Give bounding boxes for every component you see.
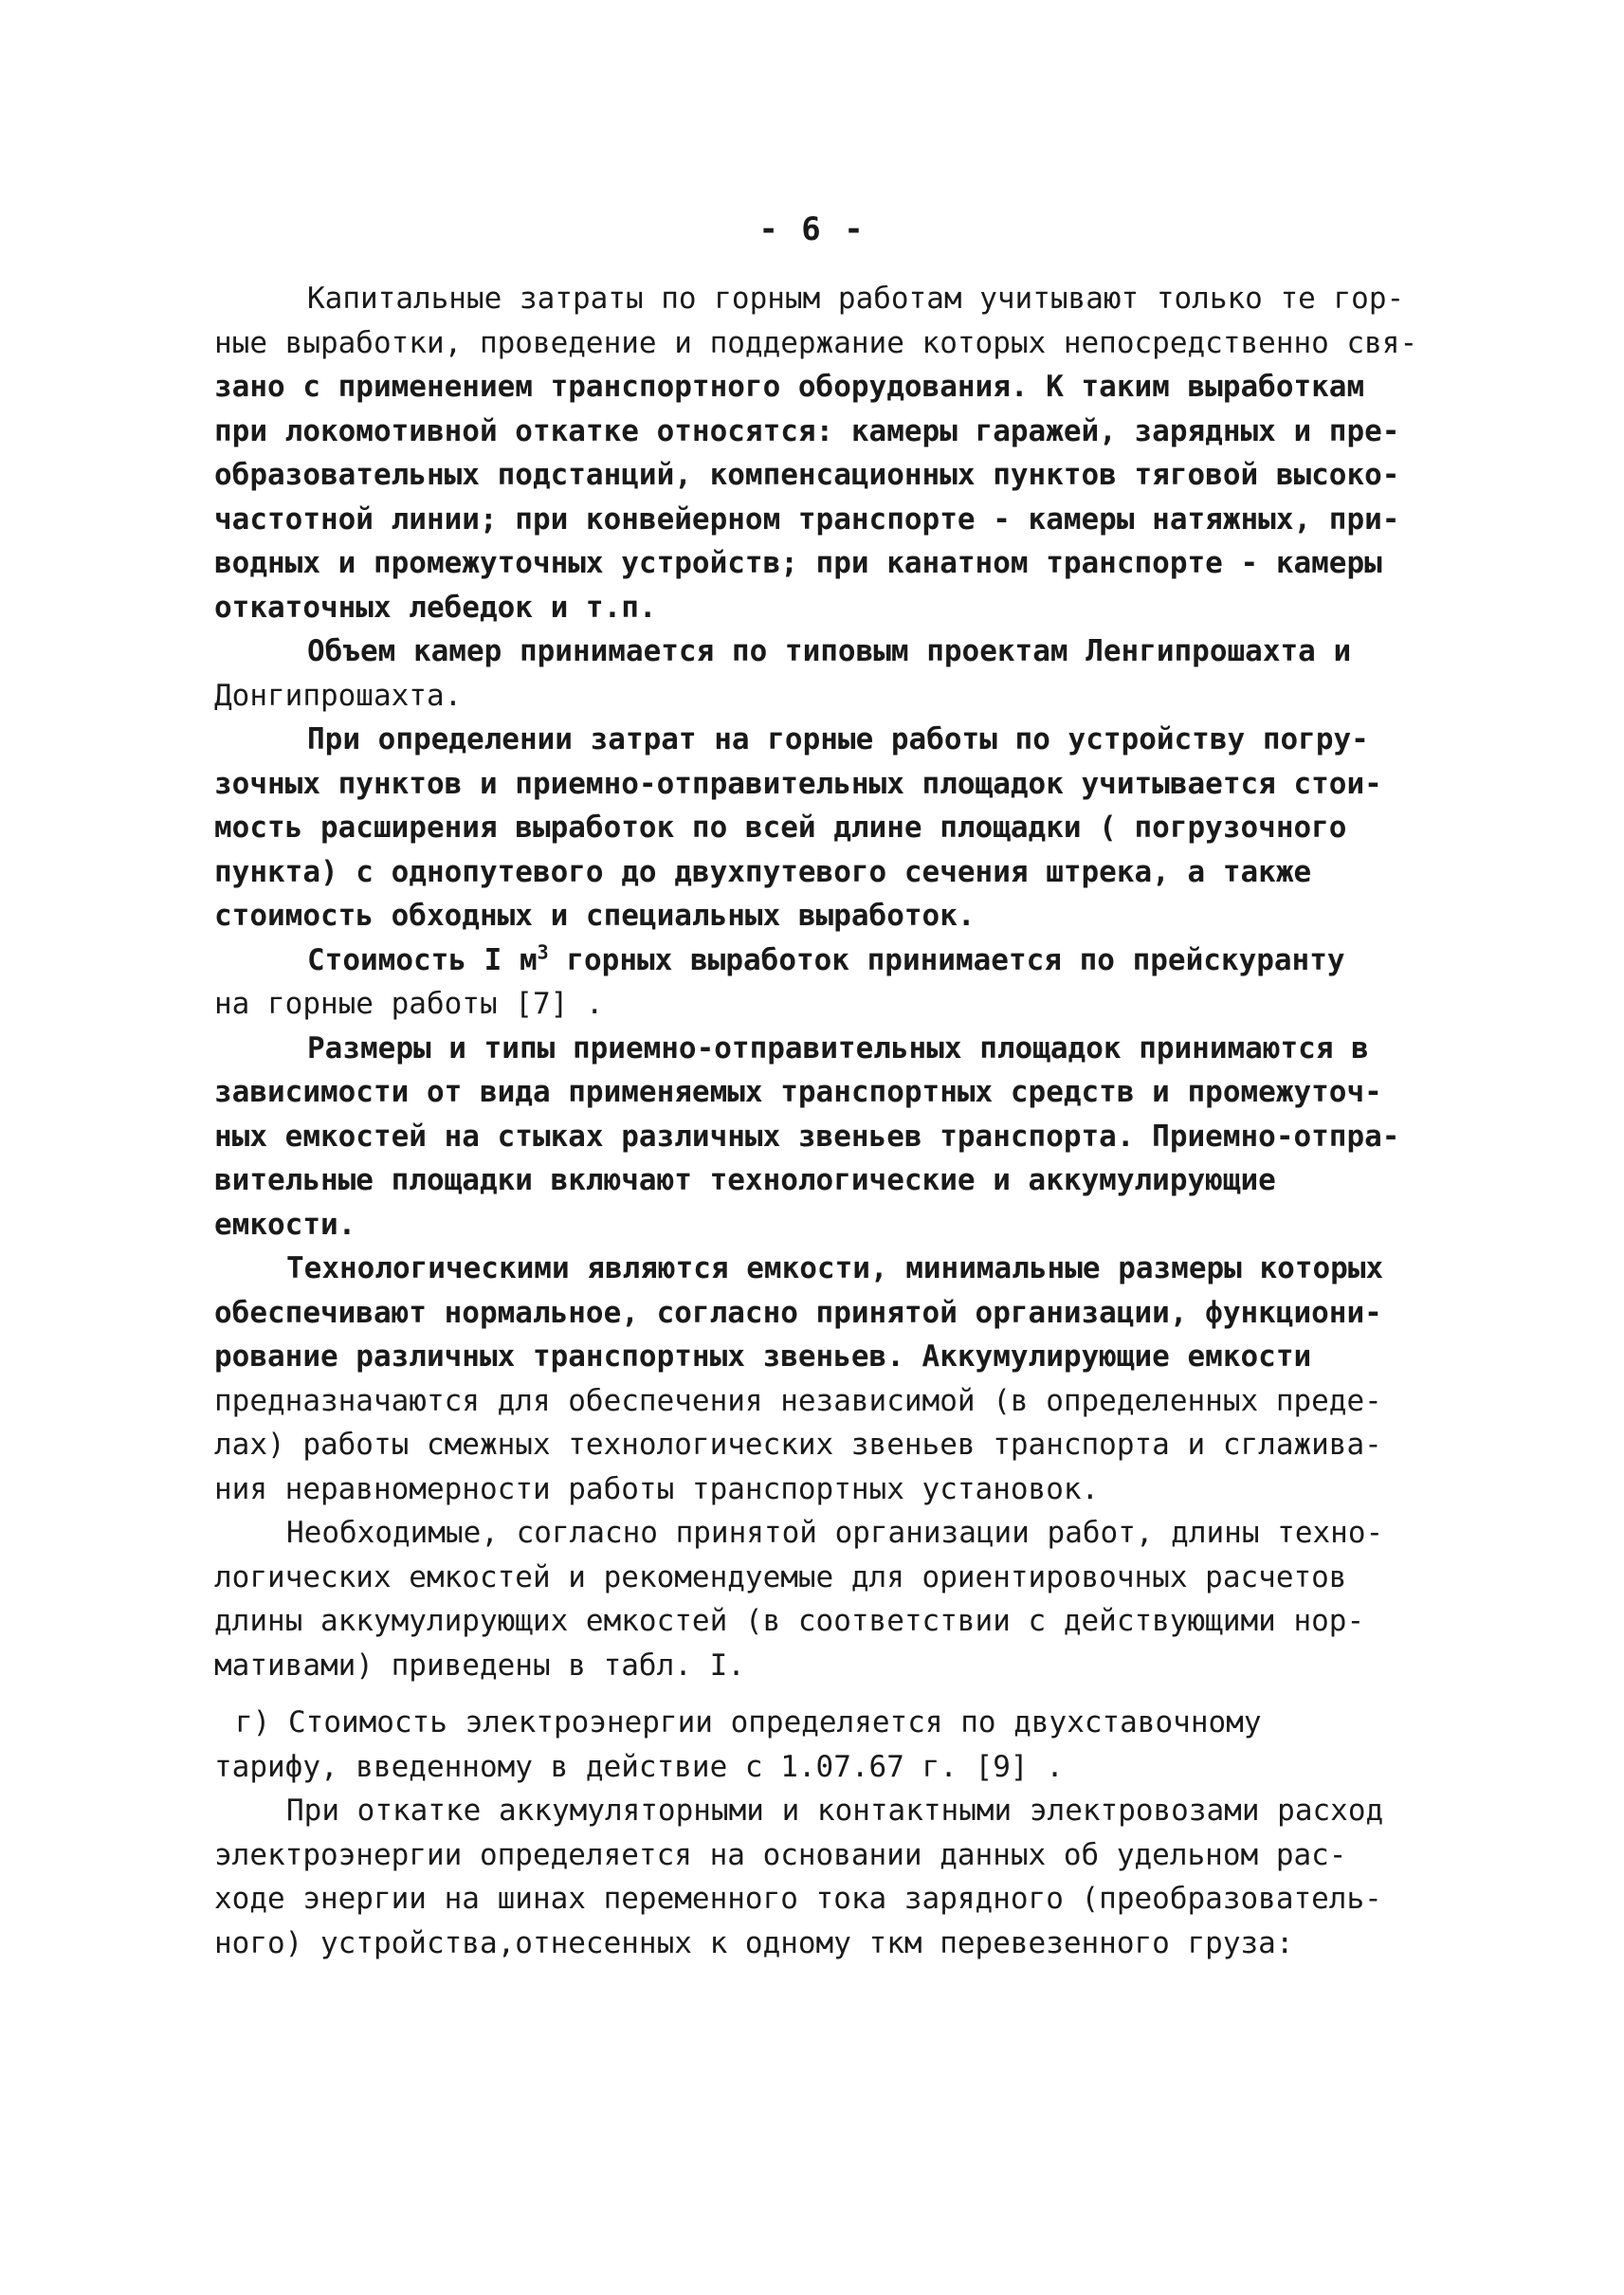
page-number: - 6 - xyxy=(758,210,866,248)
text-line: вительные площадки включают технологические и аккумулирующие xyxy=(214,1163,1276,1197)
text-line: ного) устройства,отнесенных к одному ткм перевезенного груза: xyxy=(214,1925,1294,1960)
text-line: длины аккумулирующих емкостей (в соответствии с действующими нор- xyxy=(214,1604,1365,1638)
text-line: ных емкостей на стыках различных звеньев транспорта. Приемно-отпра- xyxy=(214,1119,1400,1154)
text-line: Капитальные затраты по горным работам учитывают только те гор- xyxy=(307,282,1405,316)
text-line: при локомотивной откатке относятся: камеры гаражей, зарядных и пре- xyxy=(214,413,1400,448)
text-line: рование различных транспортных звеньев. Аккумулирующие емкости xyxy=(214,1339,1312,1374)
text-line: образовательных подстанций, компенсационных пунктов тяговой высоко- xyxy=(214,458,1400,492)
text-line xyxy=(214,938,1447,983)
text-line: ные выработки, проведение и поддержание которых непосредственно свя- xyxy=(214,325,1418,360)
text-line: Необходимые, согласно принятой организации работ, длины техно- xyxy=(286,1516,1384,1550)
text-line: пункта) с однопутевого до двухпутевого сечения штрека, а также xyxy=(214,854,1312,889)
text-line: водных и промежуточных устройств; при канатном транспорте - камеры xyxy=(214,546,1382,580)
text-line: При откатке аккумуляторными и контактными электровозами расход xyxy=(286,1794,1384,1828)
text-line: обеспечивают нормальное, согласно принятой организации, функциони- xyxy=(214,1295,1382,1330)
text-line: частотной линии; при конвейерном транспорте - камеры натяжных, при- xyxy=(214,501,1400,537)
superscript: 3 xyxy=(537,940,549,964)
text-line: емкости. xyxy=(214,1207,356,1242)
text-line: на горные работы [7] . xyxy=(214,987,604,1021)
text-line: Размеры и типы приемно-отправительных площадок принимаются в xyxy=(307,1030,1369,1066)
text-line: Донгипрошахта. xyxy=(214,678,463,713)
text-line: Объем камер принимается по типовым проектам Ленгипрошахта и xyxy=(307,634,1352,668)
body-text xyxy=(214,277,1447,1965)
text-line: При определении затрат на горные работы по устройству погру- xyxy=(307,722,1369,756)
text-line: откаточных лебедок и т.п. xyxy=(214,590,657,625)
text-line: стоимость обходных и специальных выработок. xyxy=(214,899,976,933)
text-line: предназначаются для обеспечения независимой (в определенных преде- xyxy=(214,1383,1382,1418)
text-line: зависимости от вида применяемых транспортных средств и промежуточ- xyxy=(214,1075,1382,1109)
text-line: мость расширения выработок по всей длине площадки ( погрузочного xyxy=(214,811,1347,845)
text-line: г) Стоимость электроэнергии определяется по двухставочному xyxy=(235,1705,1262,1739)
text-fragment: горных выработок принимается по прейскуранту xyxy=(548,942,1345,977)
paragraph-gap xyxy=(214,1687,1447,1701)
text-line: ния неравномерности работы транспортных установок. xyxy=(214,1471,1100,1506)
text-line: зочных пунктов и приемно-отправительных площадок учитывается стои- xyxy=(214,766,1382,801)
text-fragment: Стоимость I м xyxy=(307,942,538,977)
text-line: тарифу, введенному в действие с 1.07.67 г. [9] . xyxy=(214,1749,1064,1784)
text-line: Технологическими являются емкости, минимальные размеры которых xyxy=(286,1251,1384,1285)
text-line: логических емкостей и рекомендуемые для ориентировочных расчетов xyxy=(214,1559,1347,1594)
text-line: ходе энергии на шинах переменного тока зарядного (преобразователь- xyxy=(214,1882,1382,1916)
text-line: мативами) приведены в табл. I. xyxy=(214,1648,745,1683)
text-line: зано с применением транспортного оборудования. К таким выработкам xyxy=(214,370,1365,404)
text-line: лах) работы смежных технологических звеньев транспорта и сглажива- xyxy=(214,1428,1382,1462)
text-line: электроэнергии определяется на основании данных об удельном рас- xyxy=(214,1837,1347,1872)
